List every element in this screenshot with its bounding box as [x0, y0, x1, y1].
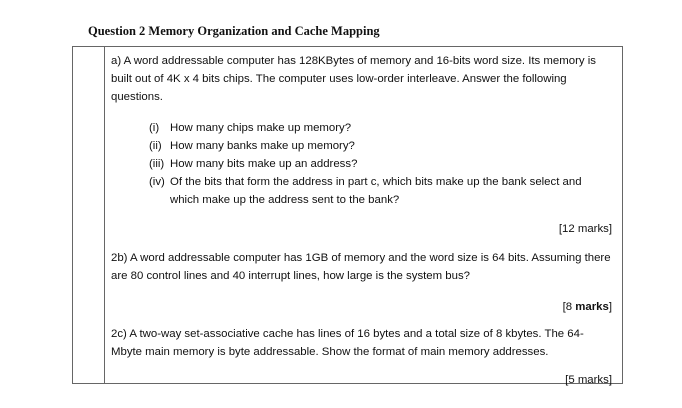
subquestion-text: How many bits make up an address? — [170, 158, 358, 170]
part-a-subquestions — [149, 119, 612, 209]
part-a-text: a) A word addressable computer has 128KBytes of memory and 16-bits word size. Its memory is built out of 4K x 4 bits chips. The computer uses low-order interleave. Answer the following questions. — [111, 55, 596, 103]
part-a-marks: [12 marks] — [558, 223, 612, 235]
subquestion-number: (iii) — [149, 158, 165, 170]
question-table — [72, 46, 623, 384]
subquestion-ii — [149, 137, 612, 155]
part-c-marks: [5 marks] — [565, 374, 612, 386]
subquestion-text: How many banks make up memory? — [170, 140, 355, 152]
subquestion-number: (ii) — [149, 140, 162, 152]
subquestion-number: (iv) — [149, 176, 165, 188]
subquestion-text: Of the bits that form the address in part c, which bits make up the bank select and which make up the address sent to the bank? — [170, 176, 582, 206]
marks-word: marks — [575, 301, 609, 313]
subquestion-number: (i) — [149, 122, 160, 134]
part-c-text: 2c) A two-way set-associative cache has lines of 16 bytes and a total size of 8 kbytes. The 64-Mbyte main memory is byte addressable. Show the format of main memory addresses. — [111, 328, 584, 358]
subquestion-iv — [149, 173, 612, 209]
column-divider — [104, 47, 105, 383]
subquestion-text: How many chips make up memory? — [170, 122, 352, 134]
marks-close: ] — [608, 301, 612, 313]
subquestion-i — [149, 119, 612, 137]
question-title: Question 2 Memory Organization and Cache Mapping — [88, 24, 380, 38]
part-b-text: 2b) A word addressable computer has 1GB of memory and the word size is 64 bits. Assuming there are 80 control lines and 40 interrupt lines, how large is the system bus? — [111, 252, 611, 282]
subquestion-iii — [149, 155, 612, 173]
part-b-marks — [563, 298, 612, 316]
marks-open: [8 — [562, 301, 576, 313]
